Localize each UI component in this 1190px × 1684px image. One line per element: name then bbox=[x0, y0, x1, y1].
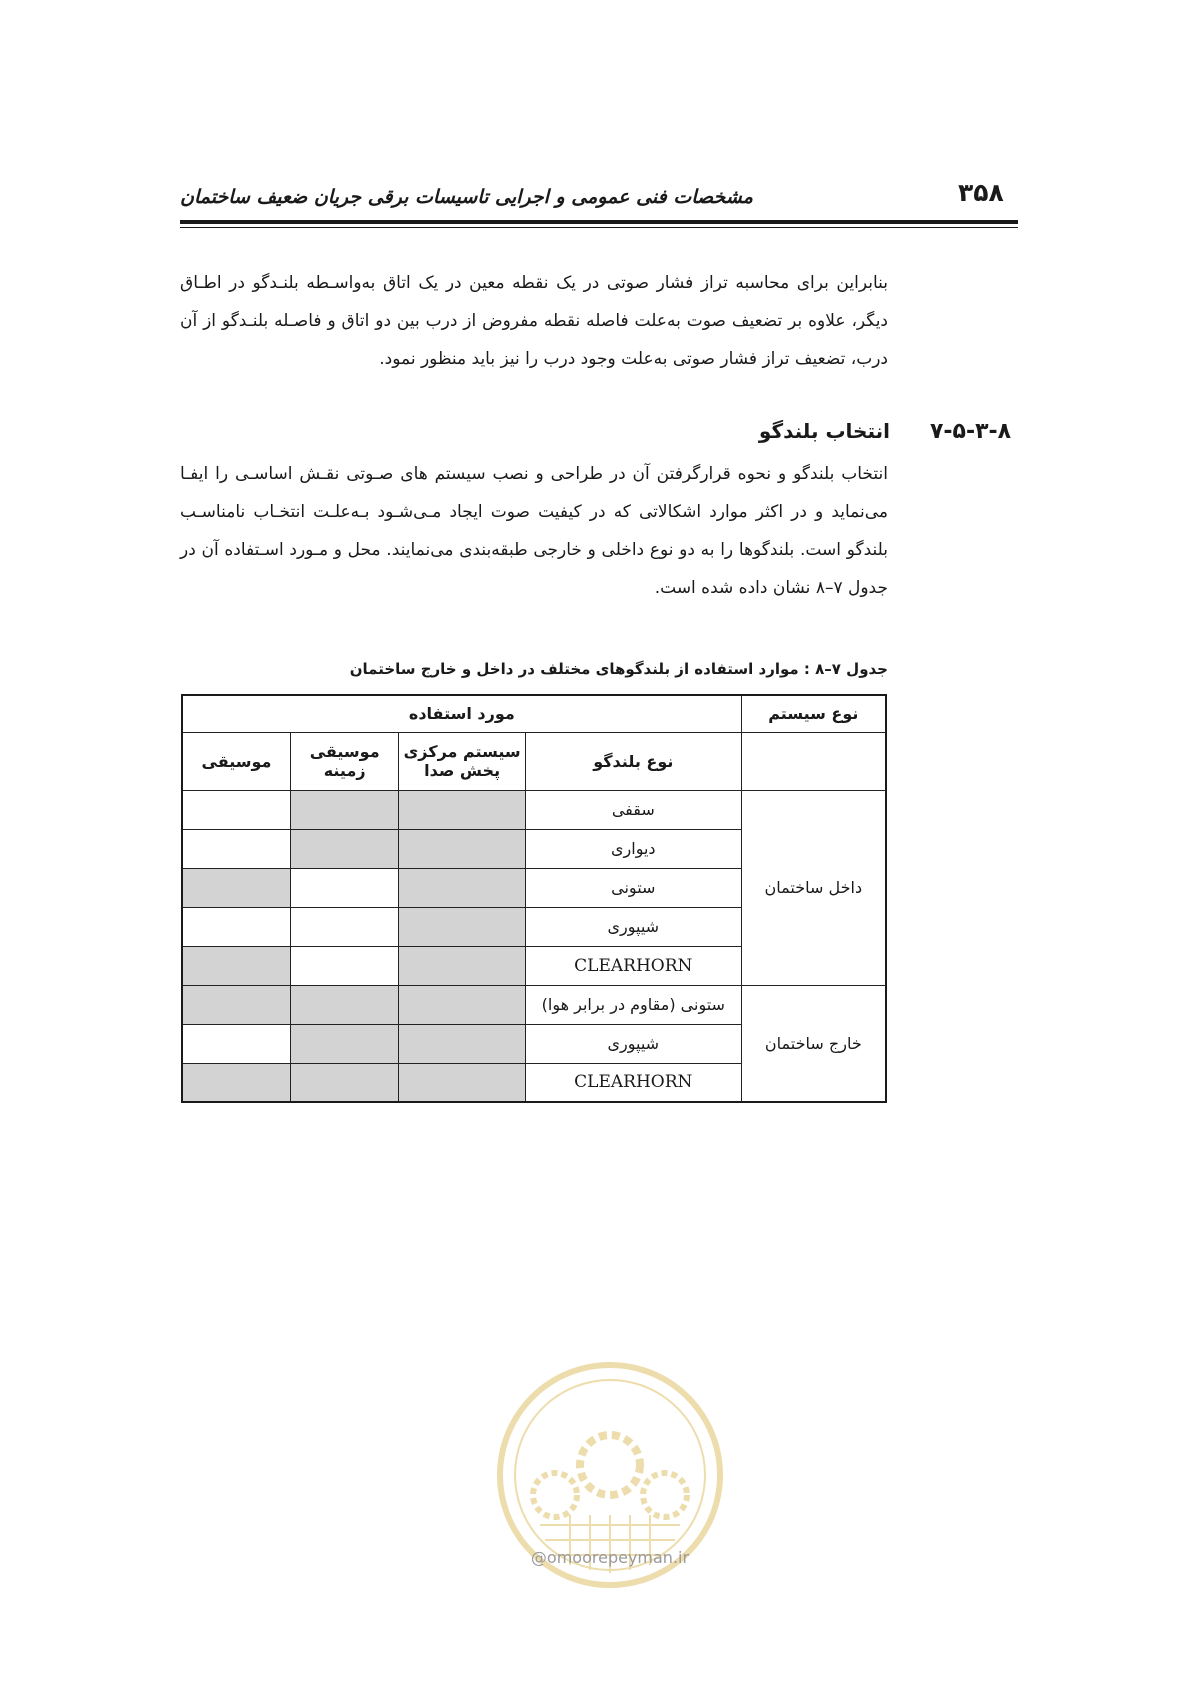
background-music-cell bbox=[290, 868, 398, 907]
speaker-type-cell: سقفی bbox=[525, 790, 741, 829]
music-cell bbox=[182, 985, 290, 1024]
speaker-type-cell: CLEARHORN bbox=[525, 1063, 741, 1102]
col-music: موسیقی bbox=[182, 732, 290, 790]
header-empty-cell bbox=[741, 732, 886, 790]
central-system-cell bbox=[399, 946, 526, 985]
speaker-type-cell: ستونی bbox=[525, 868, 741, 907]
table-caption: جدول ۷–۸ : موارد استفاده از بلندگوهای مختلف در داخل و خارج ساختمان bbox=[349, 660, 888, 678]
central-system-cell bbox=[399, 1063, 526, 1102]
central-system-cell bbox=[399, 1024, 526, 1063]
col-speaker-type: نوع بلندگو bbox=[525, 732, 741, 790]
speaker-type-cell: شیپوری bbox=[525, 907, 741, 946]
header-rule-thin bbox=[180, 227, 1018, 228]
paragraph-1: بنابراین برای محاسبه تراز فشار صوتی در یک نقطه معین در یک اتاق به‌واسـطه بلنـدگو در اطـاق دیگر، علاوه بر تضعیف صوت به‌علت فاصله نقطه مفروض از درب بین دو اتاق و فاصـله بلنـدگو از آن درب، تضعیف تراز فشار صوتی به‌علت وجود درب را نیز باید منظور نمود. bbox=[180, 273, 888, 369]
header-usage: مورد استفاده bbox=[182, 695, 741, 732]
paragraph-2: انتخاب بلندگو و نحوه قرارگرفتن آن در طراحی و نصب سیستم های صـوتی نقـش اساسـی را ایفـا می‌نماید و در اکثر موارد اشکالاتی که در کیفیت صوت ایجاد مـی‌شـود بـه‌علـت انتخـاب نامناسـب بلندگو است. بلندگوها را به دو نوع داخلی و خارجی طبقه‌بندی می‌نمایند. محل و مـورد اسـتفاده آن در جدول ۷–۸ نشان داده شده است. bbox=[180, 464, 888, 598]
table-row bbox=[182, 790, 886, 829]
background-music-cell bbox=[290, 829, 398, 868]
background-music-cell bbox=[290, 790, 398, 829]
speaker-usage-table bbox=[181, 694, 887, 1103]
music-cell bbox=[182, 1024, 290, 1063]
music-cell bbox=[182, 829, 290, 868]
background-music-cell bbox=[290, 1024, 398, 1063]
section-title: انتخاب بلندگو bbox=[758, 419, 890, 443]
speaker-type-cell: CLEARHORN bbox=[525, 946, 741, 985]
central-system-cell bbox=[399, 907, 526, 946]
central-system-cell bbox=[399, 868, 526, 907]
system-type-cell: داخل ساختمان bbox=[741, 790, 886, 985]
music-cell bbox=[182, 790, 290, 829]
music-cell bbox=[182, 946, 290, 985]
col-central-system: سیستم مرکزی پخش صدا bbox=[399, 732, 526, 790]
running-header-title: مشخصات فنی عمومی و اجرایی تاسیسات برقی جریان ضعیف ساختمان bbox=[180, 186, 753, 208]
header-rule bbox=[180, 220, 1018, 224]
system-type-cell: خارج ساختمان bbox=[741, 985, 886, 1102]
music-cell bbox=[182, 1063, 290, 1102]
background-music-cell bbox=[290, 985, 398, 1024]
watermark-url: @omoorepeyman.ir bbox=[530, 1548, 690, 1567]
music-cell bbox=[182, 868, 290, 907]
speaker-type-cell: شیپوری bbox=[525, 1024, 741, 1063]
col-background-music: موسیقی زمینه bbox=[290, 732, 398, 790]
speaker-type-cell: ستونی (مقاوم در برابر هوا) bbox=[525, 985, 741, 1024]
background-music-cell bbox=[290, 946, 398, 985]
music-cell bbox=[182, 907, 290, 946]
header-system-type: نوع سیستم bbox=[741, 695, 886, 732]
central-system-cell bbox=[399, 985, 526, 1024]
background-music-cell bbox=[290, 907, 398, 946]
section-number: ۷-۵-۳-۸ bbox=[930, 419, 1012, 444]
central-system-cell bbox=[399, 790, 526, 829]
background-music-cell bbox=[290, 1063, 398, 1102]
table-row bbox=[182, 985, 886, 1024]
speaker-type-cell: دیواری bbox=[525, 829, 741, 868]
page-number: ۳۵۸ bbox=[958, 178, 1004, 207]
central-system-cell bbox=[399, 829, 526, 868]
